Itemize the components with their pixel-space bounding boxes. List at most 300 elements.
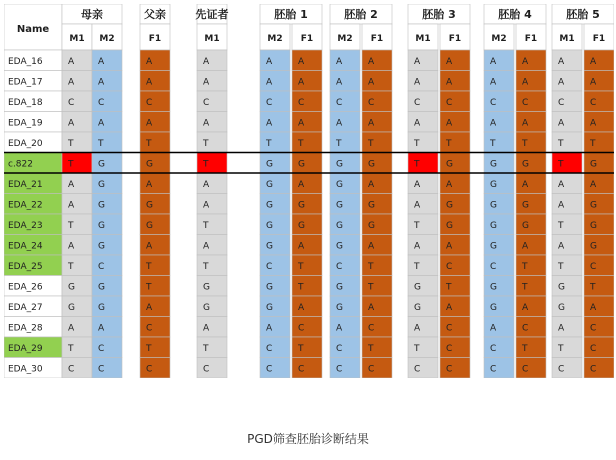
genotype-value: A (590, 302, 597, 313)
genotype-cell (484, 317, 514, 338)
genotype-cell (440, 153, 470, 174)
genotype-cell (440, 337, 470, 358)
genotype-cell (140, 91, 170, 112)
genotype-cell (92, 153, 122, 174)
genotype-cell (260, 194, 290, 215)
genotype-value: A (203, 77, 210, 88)
genotype-cell (197, 317, 227, 338)
genotype-value: G (446, 159, 453, 170)
genotype-cell (197, 255, 227, 276)
genotype-value: A (414, 56, 421, 67)
genotype-value: G (266, 282, 273, 293)
genotype-cell (484, 358, 514, 379)
genotype-value: C (368, 97, 375, 108)
group-header: 胚胎 5 (566, 8, 600, 21)
genotype-cell (292, 71, 322, 92)
genotype-value: G (98, 302, 105, 313)
col-header: M1 (69, 34, 85, 44)
genotype-cell (584, 153, 614, 174)
genotype-cell (330, 317, 360, 338)
genotype-cell (330, 71, 360, 92)
genotype-cell (292, 173, 322, 194)
genotype-cell (62, 153, 92, 174)
genotype-cell (260, 71, 290, 92)
genotype-cell (330, 235, 360, 256)
genotype-value: G (336, 302, 343, 313)
genotype-cell (260, 255, 290, 276)
genotype-cell (292, 337, 322, 358)
genotype-cell (408, 214, 438, 235)
genotype-cell (197, 112, 227, 133)
genotype-cell (197, 276, 227, 297)
genotype-value: T (522, 138, 528, 149)
genotype-cell (516, 358, 546, 379)
genotype-value: A (203, 241, 210, 252)
genotype-value: C (266, 261, 273, 272)
genotype-value: A (446, 118, 453, 129)
genotype-value: A (68, 323, 75, 334)
genotype-cell (484, 153, 514, 174)
genotype-value: A (98, 56, 105, 67)
col-header: F1 (592, 34, 606, 44)
genotype-cell (484, 112, 514, 133)
genotype-value: G (98, 220, 105, 231)
genotype-value: A (298, 302, 305, 313)
genotype-value: C (203, 97, 210, 108)
genotype-cell (440, 91, 470, 112)
genotype-value: A (146, 118, 153, 129)
genotype-cell (292, 255, 322, 276)
genotype-value: A (146, 77, 153, 88)
genotype-cell (484, 214, 514, 235)
genotype-value: A (558, 179, 565, 190)
genotype-value: G (336, 241, 343, 252)
genotype-value: C (490, 97, 497, 108)
col-header: M2 (267, 34, 283, 44)
genotype-value: T (98, 138, 104, 149)
genotype-value: G (490, 159, 497, 170)
genotype-value: A (522, 302, 529, 313)
row-name: EDA_27 (8, 302, 43, 313)
genotype-value: G (446, 220, 453, 231)
genotype-value: A (68, 77, 75, 88)
row-name: EDA_22 (8, 200, 43, 211)
row-name: EDA_25 (8, 261, 43, 272)
genotype-cell (440, 317, 470, 338)
genotype-cell (362, 91, 392, 112)
genotype-value: T (414, 138, 420, 149)
genotype-value: A (368, 241, 375, 252)
genotype-cell (140, 358, 170, 379)
genotype-value: G (146, 220, 153, 231)
genotype-value: A (446, 179, 453, 190)
genotype-value: G (490, 282, 497, 293)
genotype-cell (330, 276, 360, 297)
genotype-cell (197, 296, 227, 317)
genotype-value: A (68, 200, 75, 211)
genotype-value: C (368, 364, 375, 375)
genotype-value: A (298, 77, 305, 88)
genotype-cell (362, 358, 392, 379)
genotype-cell (62, 317, 92, 338)
genotype-cell (516, 194, 546, 215)
genotype-value: G (266, 302, 273, 313)
genotype-cell (552, 173, 582, 194)
genotype-value: G (590, 159, 597, 170)
genotype-cell (62, 50, 92, 71)
col-header: F1 (448, 34, 462, 44)
genotype-value: C (490, 261, 497, 272)
genotype-value: G (336, 200, 343, 211)
genotype-value: G (414, 302, 421, 313)
genotype-value: G (146, 200, 153, 211)
genotype-value: A (336, 323, 343, 334)
genotype-cell (260, 337, 290, 358)
genotype-value: T (146, 261, 152, 272)
genotype-value: A (298, 179, 305, 190)
genotype-cell (197, 194, 227, 215)
genotype-value: G (98, 282, 105, 293)
genotype-cell (92, 235, 122, 256)
genotype-cell (140, 112, 170, 133)
genotype-cell (197, 214, 227, 235)
genotype-cell (408, 358, 438, 379)
genotype-cell (92, 317, 122, 338)
genotype-cell (484, 71, 514, 92)
genotype-cell (484, 173, 514, 194)
genotype-cell (584, 112, 614, 133)
genotype-cell (62, 276, 92, 297)
genotype-value: C (336, 261, 343, 272)
genotype-cell (362, 276, 392, 297)
genotype-value: G (68, 282, 75, 293)
genotype-cell (330, 50, 360, 71)
genotype-value: C (414, 97, 421, 108)
genotype-value: A (414, 179, 421, 190)
figure-caption: PGD筛查胚胎诊断结果 (247, 432, 369, 446)
genotype-cell (197, 358, 227, 379)
genotype-value: T (146, 282, 152, 293)
genotype-cell (516, 296, 546, 317)
genotype-cell (484, 296, 514, 317)
genotype-cell (516, 132, 546, 153)
genotype-value: T (558, 220, 564, 231)
genotype-value: C (446, 364, 453, 375)
genotype-cell (330, 112, 360, 133)
genotype-value: G (98, 159, 105, 170)
genotype-cell (92, 214, 122, 235)
genotype-value: C (590, 323, 597, 334)
genotype-cell (584, 50, 614, 71)
genotype-value: T (266, 138, 272, 149)
genotype-value: A (368, 77, 375, 88)
genotype-value: G (490, 220, 497, 231)
genotype-value: C (98, 364, 105, 375)
genotype-value: A (298, 241, 305, 252)
col-header: F1 (524, 34, 538, 44)
genotype-value: G (298, 220, 305, 231)
genotype-value: G (336, 159, 343, 170)
haplotype-table (4, 4, 614, 378)
genotype-value: A (336, 56, 343, 67)
genotype-value: A (490, 323, 497, 334)
genotype-cell (362, 214, 392, 235)
genotype-cell (484, 91, 514, 112)
genotype-value: G (266, 241, 273, 252)
genotype-cell (440, 132, 470, 153)
genotype-cell (362, 50, 392, 71)
genotype-value: T (68, 343, 74, 354)
genotype-cell (140, 132, 170, 153)
genotype-cell (330, 194, 360, 215)
genotype-value: A (336, 118, 343, 129)
genotype-cell (552, 71, 582, 92)
genotype-cell (197, 337, 227, 358)
genotype-cell (440, 194, 470, 215)
genotype-value: T (558, 343, 564, 354)
genotype-cell (440, 173, 470, 194)
genotype-cell (484, 194, 514, 215)
genotype-value: A (446, 241, 453, 252)
genotype-value: G (490, 200, 497, 211)
genotype-value: C (590, 343, 597, 354)
group-header: 胚胎 3 (422, 8, 456, 21)
genotype-value: A (266, 323, 273, 334)
genotype-value: A (590, 118, 597, 129)
genotype-cell (92, 132, 122, 153)
genotype-value: G (522, 159, 529, 170)
genotype-value: C (446, 261, 453, 272)
genotype-cell (362, 235, 392, 256)
genotype-value: C (558, 364, 565, 375)
genotype-cell (516, 255, 546, 276)
col-header: F1 (148, 34, 162, 44)
genotype-value: G (336, 179, 343, 190)
genotype-cell (92, 337, 122, 358)
genotype-cell (62, 173, 92, 194)
genotype-value: A (98, 118, 105, 129)
genotype-cell (516, 317, 546, 338)
genotype-cell (292, 235, 322, 256)
col-header: M2 (491, 34, 507, 44)
genotype-cell (260, 50, 290, 71)
genotype-cell (408, 132, 438, 153)
genotype-value: C (446, 323, 453, 334)
genotype-cell (140, 214, 170, 235)
row-name: EDA_30 (8, 364, 43, 375)
genotype-cell (408, 112, 438, 133)
genotype-value: C (68, 97, 75, 108)
genotype-value: G (368, 159, 375, 170)
genotype-value: G (368, 200, 375, 211)
genotype-value: G (266, 200, 273, 211)
genotype-value: T (203, 343, 209, 354)
genotype-cell (440, 214, 470, 235)
genotype-cell (552, 358, 582, 379)
genotype-value: C (68, 364, 75, 375)
genotype-value: G (68, 302, 75, 313)
genotype-cell (292, 296, 322, 317)
genotype-value: A (590, 179, 597, 190)
genotype-cell (140, 317, 170, 338)
genotype-cell (92, 71, 122, 92)
genotype-cell (584, 194, 614, 215)
genotype-value: G (266, 159, 273, 170)
genotype-value: T (446, 282, 452, 293)
genotype-value: T (368, 343, 374, 354)
genotype-value: T (368, 261, 374, 272)
genotype-value: A (146, 56, 153, 67)
genotype-cell (408, 296, 438, 317)
genotype-value: T (298, 343, 304, 354)
group-header: 胚胎 4 (498, 8, 532, 21)
genotype-value: C (98, 343, 105, 354)
genotype-value: A (368, 179, 375, 190)
genotype-cell (516, 173, 546, 194)
genotype-value: G (558, 282, 565, 293)
row-name: EDA_24 (8, 241, 43, 252)
genotype-cell (408, 235, 438, 256)
genotype-value: T (203, 261, 209, 272)
genotype-value: A (490, 77, 497, 88)
group-header: 胚胎 1 (274, 8, 308, 21)
genotype-cell (292, 112, 322, 133)
genotype-cell (260, 91, 290, 112)
genotype-value: T (146, 343, 152, 354)
genotype-cell (62, 235, 92, 256)
genotype-cell (330, 214, 360, 235)
genotype-value: G (298, 159, 305, 170)
genotype-cell (260, 276, 290, 297)
genotype-value: C (336, 97, 343, 108)
genotype-value: A (490, 118, 497, 129)
genotype-value: C (266, 97, 273, 108)
genotype-value: A (68, 118, 75, 129)
genotype-value: C (298, 364, 305, 375)
genotype-cell (516, 153, 546, 174)
genotype-value: A (146, 302, 153, 313)
genotype-cell (584, 337, 614, 358)
genotype-cell (516, 214, 546, 235)
genotype-cell (62, 194, 92, 215)
genotype-value: A (590, 56, 597, 67)
genotype-cell (362, 153, 392, 174)
genotype-value: A (68, 241, 75, 252)
genotype-value: C (298, 323, 305, 334)
genotype-cell (92, 173, 122, 194)
row-name: EDA_29 (8, 343, 43, 354)
genotype-cell (140, 296, 170, 317)
genotype-value: T (368, 282, 374, 293)
genotype-value: C (414, 364, 421, 375)
genotype-cell (552, 91, 582, 112)
col-header: M1 (204, 34, 220, 44)
genotype-value: A (368, 302, 375, 313)
genotype-value: C (490, 343, 497, 354)
genotype-cell (260, 358, 290, 379)
genotype-value: C (368, 323, 375, 334)
row-name: EDA_21 (8, 179, 43, 190)
genotype-cell (440, 255, 470, 276)
genotype-cell (62, 91, 92, 112)
genotype-cell (260, 173, 290, 194)
group-header: 父亲 (144, 8, 166, 21)
genotype-cell (440, 358, 470, 379)
col-header: M1 (559, 34, 575, 44)
genotype-value: C (266, 343, 273, 354)
genotype-value: G (590, 220, 597, 231)
genotype-value: C (336, 343, 343, 354)
genotype-value: A (558, 77, 565, 88)
genotype-cell (516, 276, 546, 297)
genotype-value: A (522, 118, 529, 129)
genotype-value: A (266, 118, 273, 129)
genotype-value: A (446, 56, 453, 67)
genotype-cell (62, 337, 92, 358)
genotype-cell (140, 71, 170, 92)
genotype-cell (140, 153, 170, 174)
genotype-value: A (368, 56, 375, 67)
genotype-value: C (203, 364, 210, 375)
genotype-cell (62, 214, 92, 235)
genotype-value: T (558, 261, 564, 272)
genotype-value: T (336, 138, 342, 149)
genotype-cell (92, 91, 122, 112)
genotype-cell (140, 276, 170, 297)
genotype-cell (92, 255, 122, 276)
genotype-cell (140, 194, 170, 215)
genotype-cell (260, 317, 290, 338)
genotype-cell (552, 214, 582, 235)
genotype-cell (292, 50, 322, 71)
genotype-cell (484, 235, 514, 256)
genotype-cell (552, 276, 582, 297)
col-header: M2 (337, 34, 353, 44)
genotype-cell (552, 235, 582, 256)
genotype-value: C (266, 364, 273, 375)
genotype-value: A (414, 200, 421, 211)
row-name: EDA_18 (8, 97, 43, 108)
genotype-cell (62, 112, 92, 133)
genotype-cell (584, 132, 614, 153)
genotype-cell (516, 337, 546, 358)
genotype-cell (260, 214, 290, 235)
genotype-cell (516, 71, 546, 92)
genotype-cell (440, 50, 470, 71)
genotype-cell (197, 235, 227, 256)
row-name: EDA_28 (8, 323, 43, 334)
genotype-cell (552, 153, 582, 174)
row-name: EDA_20 (8, 138, 43, 149)
genotype-cell (584, 235, 614, 256)
genotype-value: A (558, 118, 565, 129)
genotype-cell (584, 173, 614, 194)
genotype-cell (484, 50, 514, 71)
genotype-value: A (203, 323, 210, 334)
genotype-value: A (98, 77, 105, 88)
genotype-cell (260, 153, 290, 174)
genotype-cell (292, 91, 322, 112)
genotype-value: G (146, 159, 153, 170)
genotype-cell (408, 337, 438, 358)
genotype-value: T (203, 159, 209, 170)
genotype-value: C (522, 323, 529, 334)
genotype-value: A (336, 77, 343, 88)
genotype-cell (584, 255, 614, 276)
haplotype-table-grid (4, 4, 614, 378)
genotype-cell (260, 296, 290, 317)
genotype-cell (197, 91, 227, 112)
